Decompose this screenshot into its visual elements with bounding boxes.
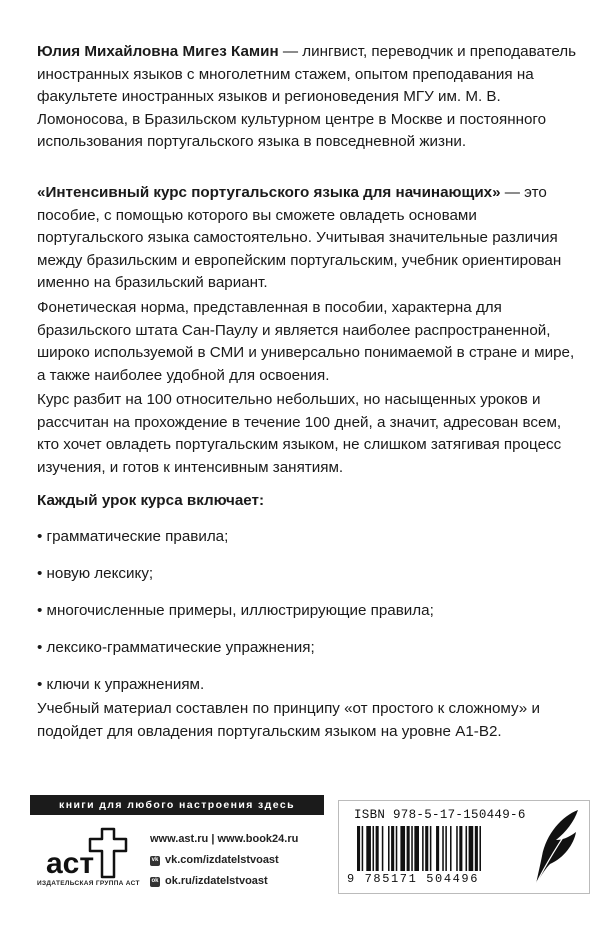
barcode-bar — [388, 826, 390, 871]
publisher-links — [150, 829, 298, 892]
list-item: • лексико-грамматические упражнения; — [37, 639, 315, 656]
barcode-bar — [459, 826, 462, 871]
barcode-bar — [436, 826, 439, 871]
ok-link[interactable]: ok.ru/izdatelstvoast — [165, 875, 268, 887]
closing-paragraph: Учебный материал составлен по принципу «от простого к сложному» и подойдет для овладения португальским языком на уровне A1-B2. — [37, 700, 540, 740]
author-name: Юлия Михайловна Мигез Камин — [37, 43, 279, 60]
tagline-bar: книги для любого настроения здесь — [30, 795, 324, 815]
barcode-bar — [466, 826, 468, 871]
barcode — [355, 826, 531, 871]
barcode-bar — [414, 826, 419, 871]
barcode-bar — [450, 826, 452, 871]
author-bio — [37, 41, 582, 154]
course-description-text: — это пособие, с помощью которого вы сможете овладеть основами португальского языка самостоятельно. Учитывая значительные различия между бразильским и европейским португальским, учебник ориентирован именно на бразильский вариант. — [37, 184, 562, 291]
barcode-bar — [407, 826, 410, 871]
list-item: • новую лексику; — [37, 565, 154, 582]
list-item: • многочисленные примеры, иллюстрирующие правила; — [37, 602, 434, 619]
quill-feather-icon — [532, 808, 584, 886]
barcode-bar — [357, 826, 360, 871]
list-item: • ключи к упражнениям. — [37, 676, 205, 693]
course-structure-paragraph: Курс разбит на 100 относительно небольших, но насыщенных уроков и рассчитан на прохождение в течение 100 дней, а значит, адресован всем, кто хочет овладеть португальским языком, не слишком затягивая процесс изучения, и готов к интенсивным занятиям. — [37, 391, 562, 476]
barcode-bar — [396, 826, 398, 871]
barcode-bar — [391, 826, 394, 871]
author-bio-text: — лингвист, переводчик и преподаватель иностранных языков с многолетним стажем, опытом преподавания на факультете иностранных языков и регионоведения МГУ им. М. В. Ломоносова, в Бразильском культурном центре в Москве и постоянного использования португальского языка в повседневной жизни. — [37, 43, 577, 150]
ok-icon: ok — [150, 877, 160, 887]
publisher-name: ИЗДАТЕЛЬСКАЯ ГРУППА АСТ — [37, 880, 140, 887]
websites-link[interactable]: www.ast.ru | www.book24.ru — [150, 833, 299, 845]
isbn-text: ISBN 978-5-17-150449-6 — [354, 808, 526, 822]
barcode-bar — [445, 826, 447, 871]
barcode-bar — [442, 826, 444, 871]
barcode-bar — [456, 826, 458, 871]
barcode-bar — [411, 826, 413, 871]
vk-icon: vk — [150, 856, 160, 866]
book-title: «Интенсивный курс португальского языка для начинающих» — [37, 184, 501, 201]
barcode-bar — [366, 826, 371, 871]
ast-logo — [44, 825, 136, 885]
barcode-bar — [362, 826, 364, 871]
vk-link[interactable]: vk.com/izdatelstvoast — [165, 854, 279, 866]
barcode-bar — [475, 826, 478, 871]
phonetics-paragraph: Фонетическая норма, представленная в пособии, характерна для бразильского штата Сан-Паулу и является наиболее распространенной, широко используемой в СМИ и универсально понимаемой в стране и мире, а также наиболее удобной для освоения. — [37, 299, 575, 384]
barcode-bar — [425, 826, 428, 871]
barcode-number: 9 785171 504496 — [347, 872, 480, 886]
barcode-bar — [430, 826, 432, 871]
barcode-bar — [469, 826, 474, 871]
lesson-contents-heading: Каждый урок курса включает: — [37, 492, 265, 509]
barcode-bar — [400, 826, 405, 871]
barcode-bar — [373, 826, 375, 871]
course-description — [37, 182, 582, 295]
logo-text: аст — [46, 847, 95, 880]
barcode-bar — [479, 826, 481, 871]
list-item: • грамматические правила; — [37, 528, 229, 545]
barcode-bar — [422, 826, 424, 871]
barcode-bar — [376, 826, 379, 871]
barcode-bar — [382, 826, 384, 871]
